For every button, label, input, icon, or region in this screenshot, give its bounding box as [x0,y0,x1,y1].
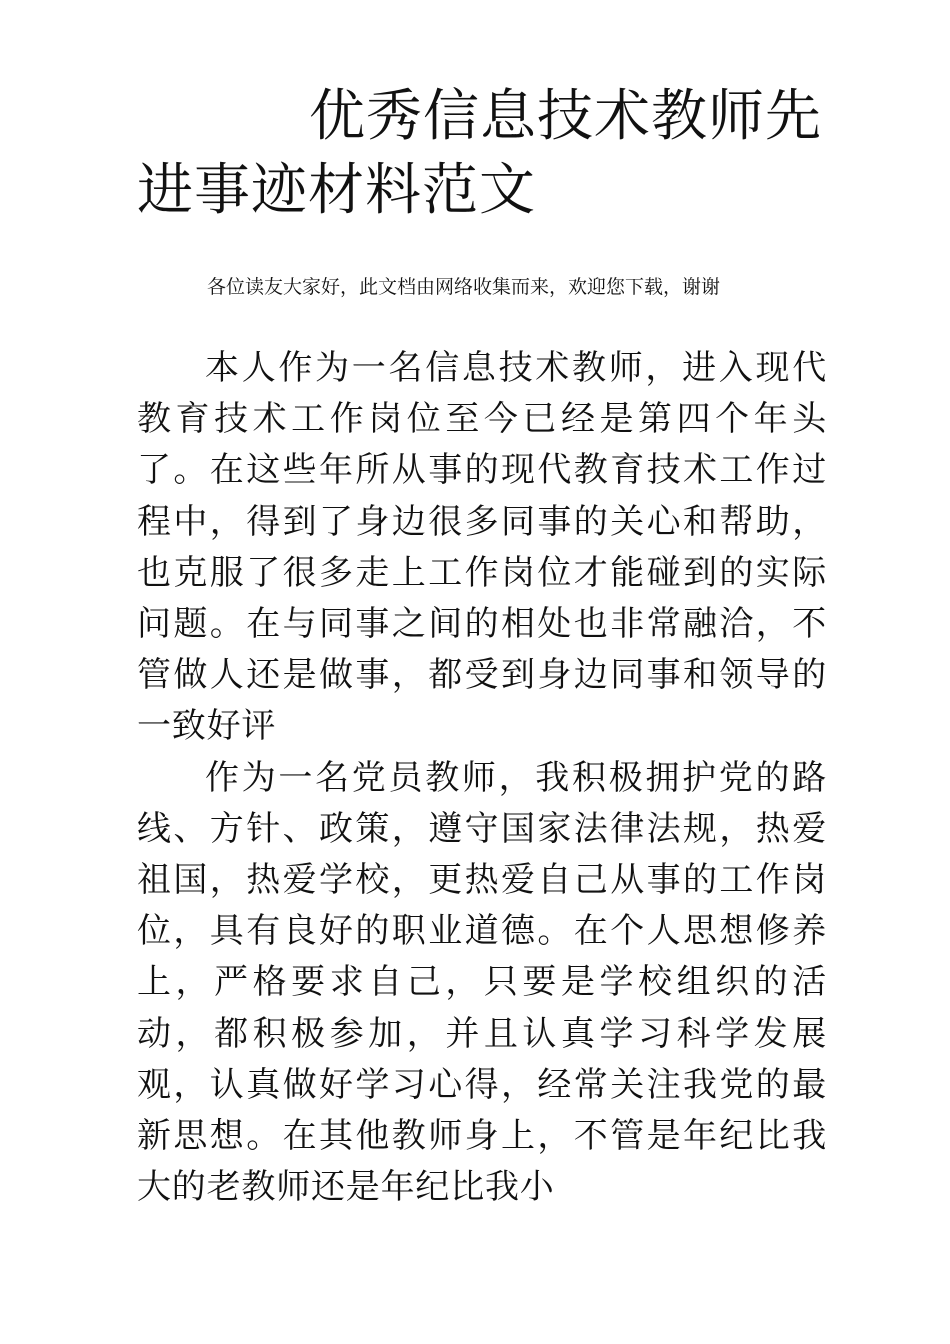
greeting-note: 各位读友大家好，此文档由网络收集而来，欢迎您下载，谢谢 [207,276,721,298]
paragraph: 本人作为一名信息技术教师，进入现代教育技术工作岗位至今已经是第四个年头了。在这些年所从事的现代教育技术工作过程中，得到了身边很多同事的关心和帮助，也克服了很多走上工作岗位才能碰到的实际问题。在与同事之间的相处也非常融洽，不管做人还是做事，都受到身边同事和领导的一致好评 [137,348,827,747]
paragraph: 作为一名党员教师，我积极拥护党的路线、方针、政策，遵守国家法律法规，热爱祖国，热爱学校，更热爱自己从事的工作岗位，具有良好的职业道德。在个人思想修养上，严格要求自己，只要是学校组织的活动，都积极参加，并且认真学习科学发展观，认真做好学习心得，经常关注我党的最新思想。在其他教师身上，不管是年纪比我大的老教师还是年纪比我小 [137,757,827,1208]
document-body [137,343,827,1213]
document-title: 优秀信息技术教师先进事迹材料范文 [137,84,822,223]
